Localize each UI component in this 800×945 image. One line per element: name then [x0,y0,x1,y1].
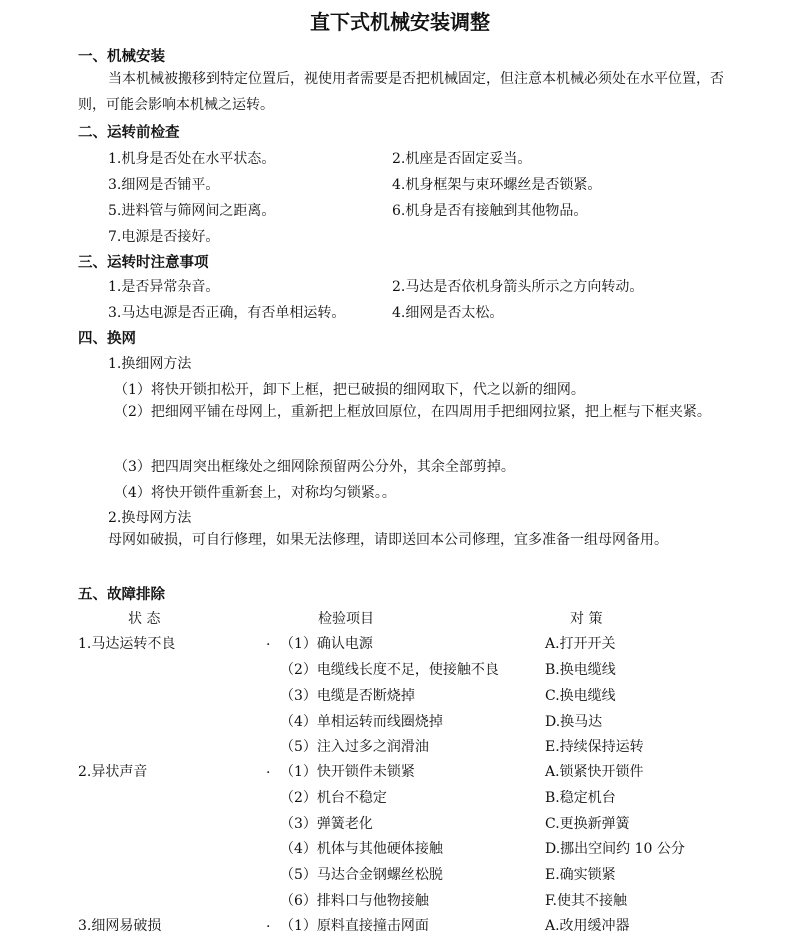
check-item: （5）注入过多之润滑油 [280,739,429,755]
fix-item: B.换电缆线 [545,662,616,678]
check-item: （3）弹簧老化 [280,816,373,832]
precheck-item: 7.电源是否接好。 [108,229,220,245]
fault-state: 3.细网易破损 [78,918,162,934]
section-heading-precheck: 二、运转前检查 [78,125,180,141]
fix-item: A.改用缓冲器 [545,918,630,934]
precheck-item: 2.机座是否固定妥当。 [392,151,532,167]
fix-item: D.换马达 [545,714,603,730]
fix-item: D.挪出空间约 10 公分 [545,841,685,857]
check-item: （3）电缆是否断烧掉 [280,688,415,704]
check-item: （1）原料直接撞击网面 [280,918,429,934]
check-item: （4）单相运转而线圈烧掉 [280,714,443,730]
section-heading-running: 三、运转时注意事项 [78,255,209,271]
check-item: （1）确认电源 [280,636,373,652]
leader-dot: . [266,915,271,931]
precheck-item: 6.机身是否有接触到其他物品。 [392,203,588,219]
precheck-item: 5.进料管与筛网间之距离。 [108,203,276,219]
fault-state: 1.马达运转不良 [78,636,176,652]
check-item: （2）电缆线长度不足，使接触不良 [280,662,499,678]
fix-item: A.锁紧快开锁件 [545,764,644,780]
check-item: （5）马达合金钢螺丝松脱 [280,867,443,883]
mesh-step: （4）将快开锁件重新套上，对称均匀锁紧。。 [114,485,396,501]
col-header-state: 状 态 [128,611,161,627]
running-item: 3.马达电源是否正确，有否单相运转。 [108,305,346,321]
mesh-step: （3）把四周突出框缘处之细网除预留两公分外，其余全部剪掉。 [114,459,515,475]
check-item: （6）排料口与他物接触 [280,893,429,909]
mesh-method-fine: 1.换细网方法 [108,356,192,372]
fix-item: E.持续保持运转 [545,739,644,755]
section-heading-install: 一、机械安装 [78,49,165,65]
check-item: （4）机体与其他硬体接触 [280,841,443,857]
leader-dot: . [266,633,271,649]
precheck-item: 4.机身框架与束环螺丝是否锁紧。 [392,177,602,193]
mesh-step: （2）把细网平铺在母网上，重新把上框放回原位，在四周用手把细网拉紧，把上框与下框夹紧。 [114,404,711,420]
leader-dot: . [266,761,271,777]
col-header-fix: 对 策 [570,611,603,627]
mesh-base-paragraph: 母网如破损，可自行修理，如果无法修理，请即送回本公司修理，宜多准备一组母网备用。 [108,532,668,548]
running-item: 1.是否异常杂音。 [108,279,220,295]
fix-item: C.换电缆线 [545,688,616,704]
page-title: 直下式机械安装调整 [310,10,490,34]
fix-item: B.稳定机台 [545,790,616,806]
mesh-step: （1）将快开锁扣松开，卸下上框，把已破损的细网取下，代之以新的细网。 [114,382,585,398]
check-item: （2）机台不稳定 [280,790,387,806]
fault-state: 2.异状声音 [78,764,148,780]
section-heading-mesh: 四、换网 [78,331,136,347]
fix-item: F.使其不接触 [545,893,627,909]
running-item: 2.马达是否依机身箭头所示之方向转动。 [392,279,644,295]
precheck-item: 1.机身是否处在水平状态。 [108,151,276,167]
section-heading-troubleshoot: 五、故障排除 [78,587,165,603]
mesh-method-base: 2.换母网方法 [108,510,192,526]
fix-item: E.确实锁紧 [545,867,616,883]
fix-item: C.更换新弹簧 [545,816,630,832]
check-item: （1）快开锁件未锁紧 [280,764,415,780]
install-paragraph: 当本机械被搬移到特定位置后，视使用者需要是否把机械固定，但注意本机械必须处在水平位置，否则，可能会影响本机械之运转。 [78,71,724,113]
running-item: 4.细网是否太松。 [392,305,504,321]
precheck-item: 3.细网是否铺平。 [108,177,220,193]
fix-item: A.打开开关 [545,636,616,652]
col-header-check: 检验项目 [318,611,374,627]
